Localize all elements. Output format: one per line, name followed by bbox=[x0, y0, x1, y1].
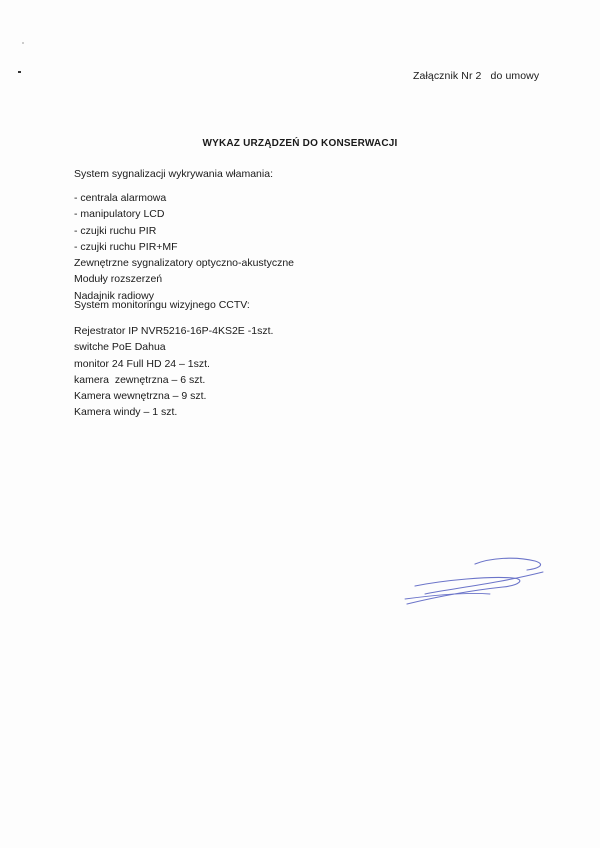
list-item: Moduły rozszerzeń bbox=[74, 273, 163, 286]
annex-label: Załącznik Nr 2 do umowy bbox=[413, 70, 540, 82]
list-item: - manipulatory LCD bbox=[74, 208, 165, 221]
list-item: Zewnętrzne sygnalizatory optyczno-akustyczne bbox=[74, 257, 295, 270]
list-item: - czujki ruchu PIR bbox=[74, 224, 157, 237]
equipment-list-cctv bbox=[74, 323, 273, 421]
list-item: Kamera windy – 1 szt. bbox=[74, 406, 178, 419]
signature-stroke bbox=[475, 558, 541, 570]
list-item: monitor 24 Full HD 24 – 1szt. bbox=[74, 357, 210, 370]
list-item: Nadajnik radiowy bbox=[74, 289, 154, 302]
signature-stroke bbox=[425, 572, 543, 594]
document-title: WYKAZ URZĄDZEŃ DO KONSERWACJI bbox=[202, 138, 398, 149]
signature-stroke bbox=[407, 577, 520, 604]
list-item: - centrala alarmowa bbox=[74, 192, 167, 204]
equipment-list-alarm bbox=[74, 190, 294, 304]
list-item: - czujki ruchu PIR+MF bbox=[74, 240, 178, 253]
signature-stroke bbox=[405, 593, 490, 599]
handwritten-signature bbox=[395, 552, 550, 612]
scan-artifact bbox=[22, 42, 24, 44]
section-heading-alarm: System sygnalizacji wykrywania włamania: bbox=[74, 168, 273, 180]
list-item: switche PoE Dahua bbox=[74, 341, 166, 354]
list-item: Rejestrator IP NVR5216-16P-4KS2E -1szt. bbox=[74, 325, 274, 337]
section-heading-cctv: System monitoringu wizyjnego CCTV: bbox=[74, 299, 250, 311]
list-item: Kamera wewnętrzna – 9 szt. bbox=[74, 390, 207, 403]
list-item: kamera zewnętrzna – 6 szt. bbox=[74, 373, 206, 386]
scan-artifact bbox=[18, 71, 21, 73]
